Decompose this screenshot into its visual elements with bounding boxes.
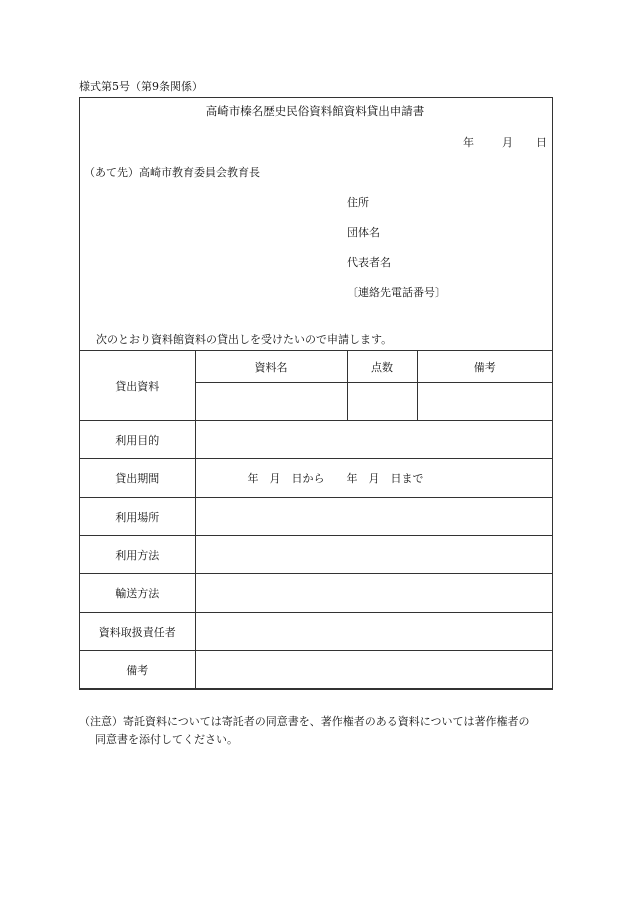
applicant-address-label[interactable]: 住所 xyxy=(347,196,369,209)
applicant-organization-label[interactable]: 団体名 xyxy=(347,226,380,239)
material-remarks-header: 備考 xyxy=(417,351,552,383)
method-label: 利用方法 xyxy=(80,536,195,574)
material-count-header: 点数 xyxy=(347,351,417,383)
date-year-label[interactable]: 年 xyxy=(463,136,474,149)
method-field[interactable] xyxy=(195,536,552,574)
applicant-representative-label[interactable]: 代表者名 xyxy=(347,256,391,269)
intro-sentence: 次のとおり資料館資料の貸出しを受けたいので申請します。 xyxy=(96,333,393,346)
loan-materials-label: 貸出資料 xyxy=(80,351,195,421)
form-title: 高崎市榛名歴史民俗資料館資料貸出申請書 xyxy=(205,104,425,118)
manager-label: 資料取扱責任者 xyxy=(80,613,195,651)
purpose-label: 利用目的 xyxy=(80,421,195,459)
period-field[interactable]: 年 月 日から 年 月 日まで xyxy=(195,459,552,498)
date-month-label[interactable]: 月 xyxy=(502,136,513,149)
applicant-phone-label[interactable]: 〔連絡先電話番号〕 xyxy=(347,286,446,299)
date-day-label[interactable]: 日 xyxy=(536,136,547,149)
period-label: 貸出期間 xyxy=(80,459,195,498)
addressee: （あて先）高崎市教育委員会教育長 xyxy=(84,166,260,179)
remarks-label: 備考 xyxy=(80,651,195,689)
place-label: 利用場所 xyxy=(80,498,195,536)
note xyxy=(79,713,569,749)
place-field[interactable] xyxy=(195,498,552,536)
manager-field[interactable] xyxy=(195,613,552,651)
form-number: 様式第5号（第9条関係） xyxy=(79,80,203,93)
transport-field[interactable] xyxy=(195,574,552,613)
material-name-header: 資料名 xyxy=(195,351,347,383)
purpose-field[interactable] xyxy=(195,421,552,459)
material-name-field[interactable] xyxy=(195,383,347,421)
material-count-field[interactable] xyxy=(347,383,417,421)
remarks-field[interactable] xyxy=(195,651,552,689)
application-table xyxy=(80,350,552,689)
note-line-2: 同意書を添付してください。 xyxy=(95,733,238,746)
transport-label: 輸送方法 xyxy=(80,574,195,613)
material-remarks-field[interactable] xyxy=(417,383,552,421)
note-line-1: （注意）寄託資料については寄託者の同意書を、著作権者のある資料については著作権者の xyxy=(79,715,530,728)
